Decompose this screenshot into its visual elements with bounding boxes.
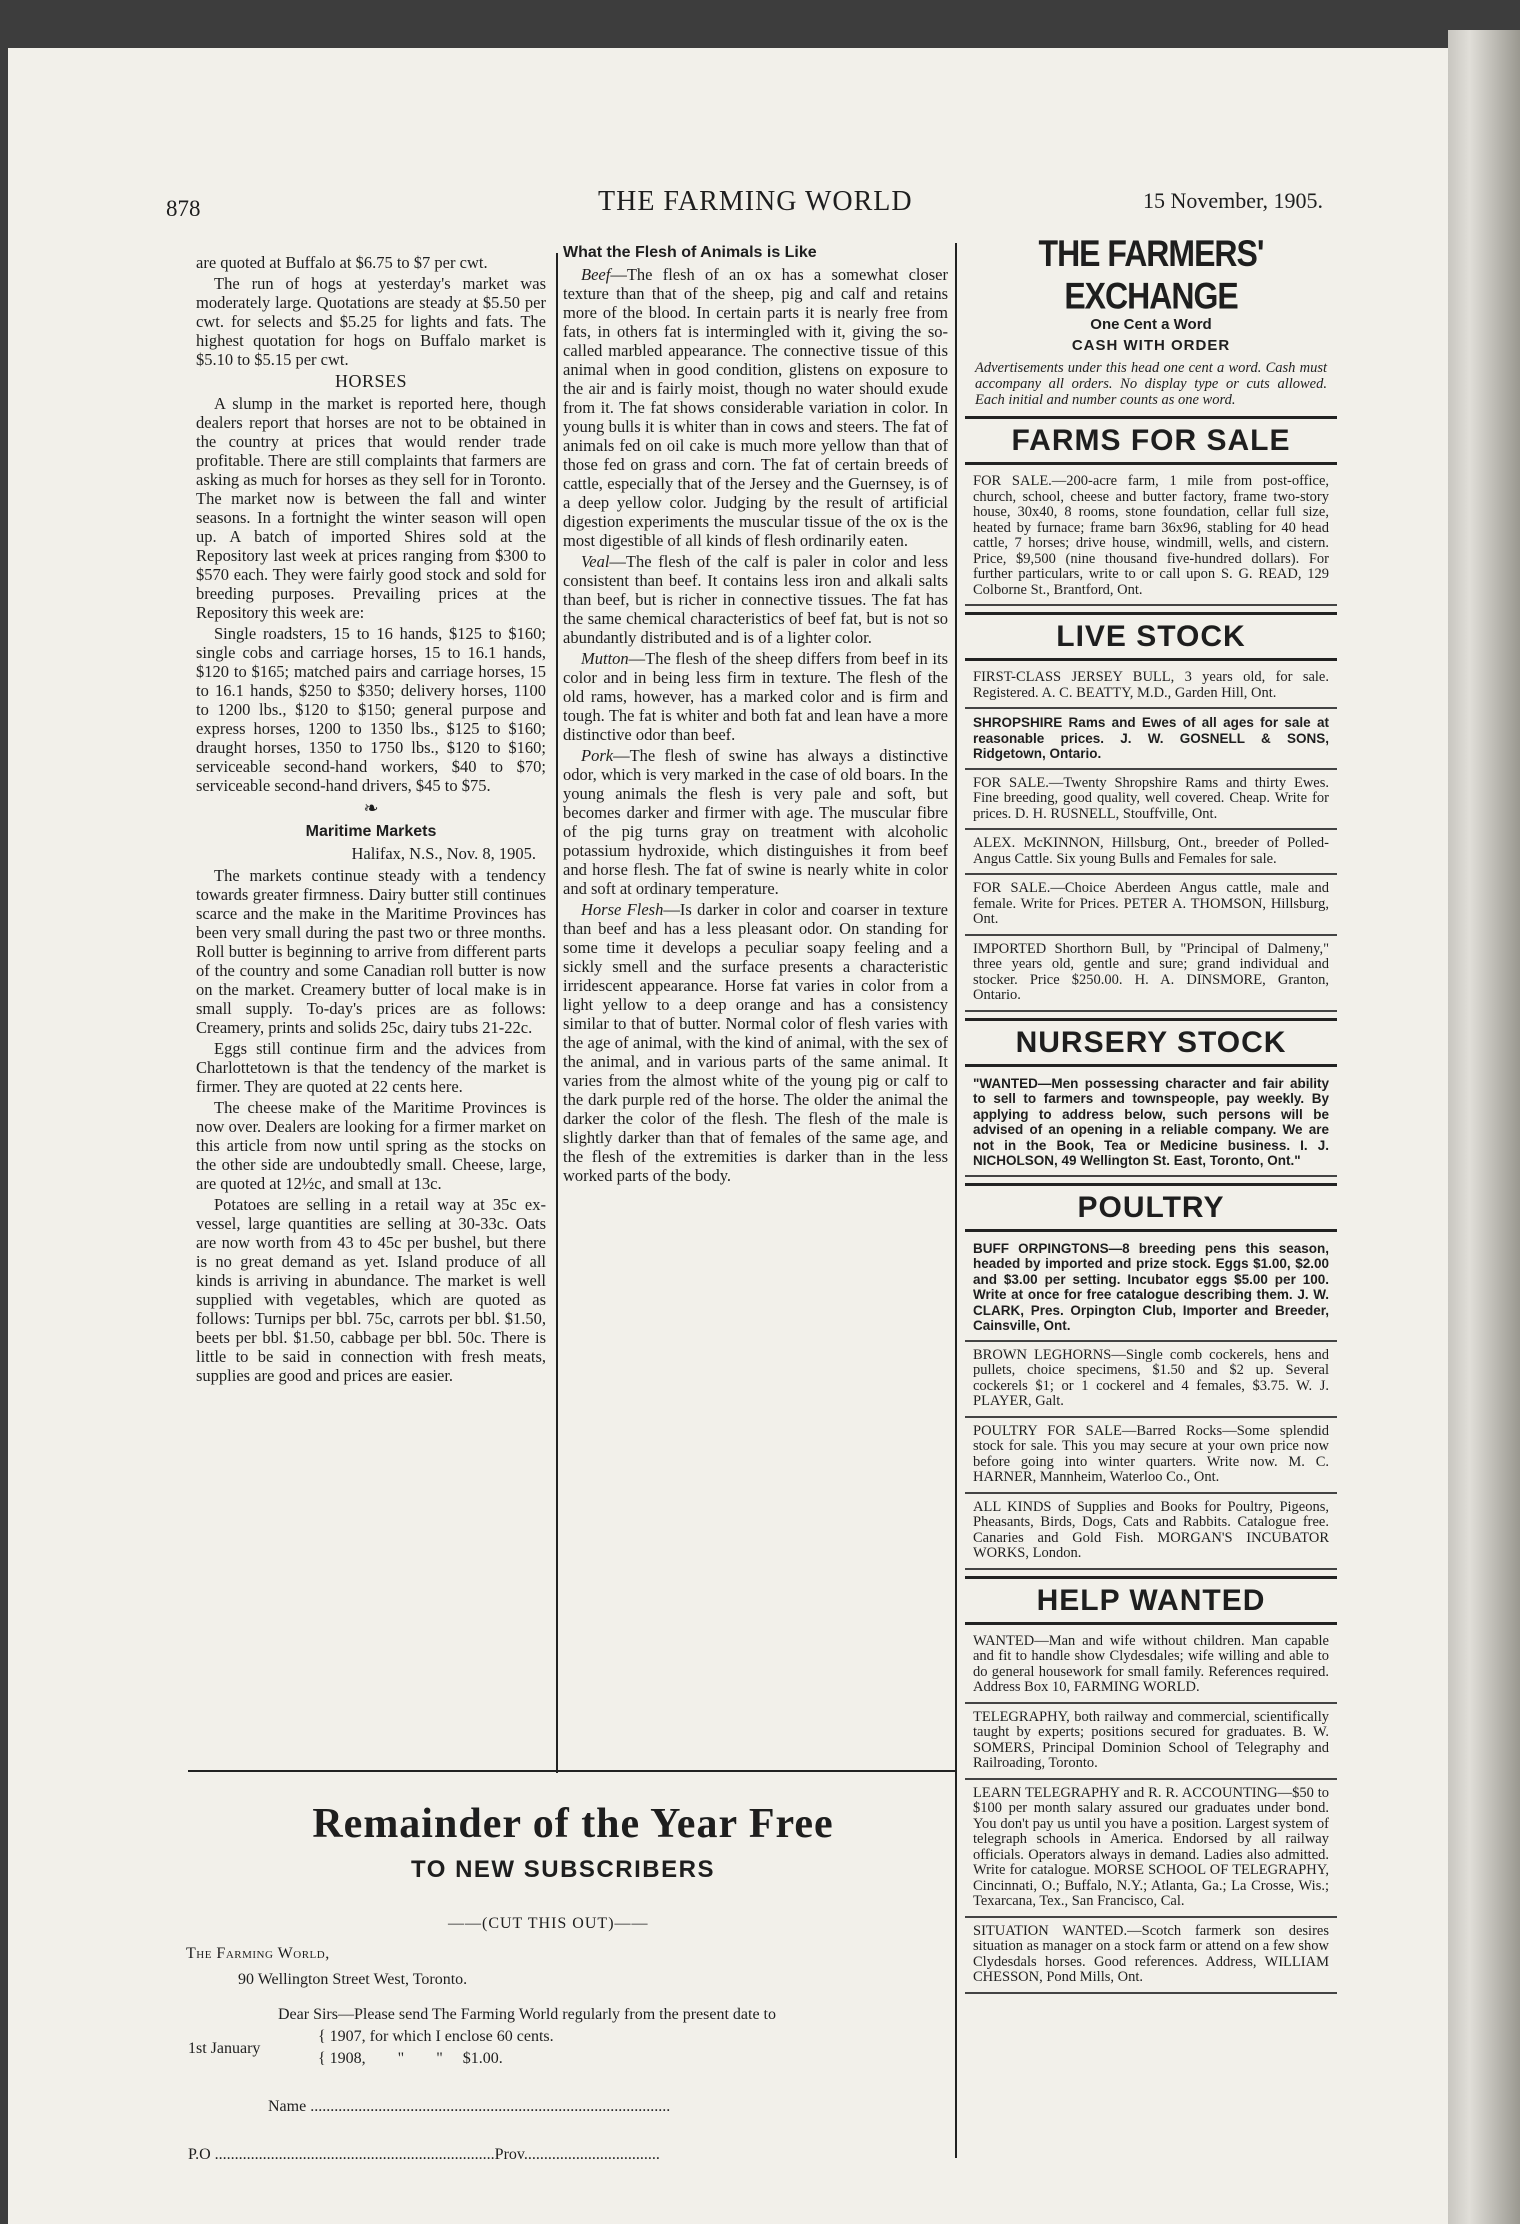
name-field-line[interactable]: Name .......................................................................................... bbox=[268, 2098, 671, 2115]
post-office-field-line[interactable]: P.O ......................................................................Prov.................................. bbox=[188, 2146, 660, 2163]
help-ad: TELEGRAPHY, both railway and commercial, scientifically taught by experts; positions secured for graduates. B. W. SOMERS, Principal Dominion School of Telegraphy and Railroading, Toronto. bbox=[965, 1707, 1337, 1780]
pork-paragraph bbox=[563, 746, 948, 898]
livestock-ad: IMPORTED Shorthorn Bull, by "Principal of Dalmeny," three years old, gentle and sure; grand individual and stocker. Price $250.00. H. A. DINSMORE, Granton, Ontario. bbox=[965, 939, 1337, 1012]
cheese-paragraph: The cheese make of the Maritime Provinces is now over. Dealers are looking for a firmer market on this article from now until spring as the stocks on the other side are undoubtedly small. Cheese, large, are quoted at 12½c, and small at 13c. bbox=[196, 1098, 546, 1193]
subscription-coupon bbox=[168, 1800, 958, 2180]
butter-paragraph: The markets continue steady with a tendency towards greater firmness. Dairy butter still continues scarce and the make in the Maritime Provinces has been very small during the past two or three months. Roll butter is beginning to arrive from different parts of the country and some Canadian roll butter is now on the market. Creamery butter of local make is in small supply. To-day's prices are as follows: Creamery, prints and solids 25c, dairy tubs 21-22c. bbox=[196, 866, 546, 1037]
farms-for-sale-heading: FARMS FOR SALE bbox=[965, 416, 1337, 465]
maritime-heading: Maritime Markets bbox=[305, 823, 437, 840]
coupon-body: Dear Sirs—Please send The Farming World regularly from the present date to bbox=[278, 2006, 776, 2023]
pork-text: —The flesh of swine has always a distinctive odor, which is very marked in the case of old boars. In the young animals the flesh is very pale and soft, but becomes darker and firmer with age. The muscular fibre of the pig turns gray on treatment with alcoholic potassium hydroxide, which distinguishes it from beef and horse flesh. The fat of swine is nearly white in color and soft at ordinary temperature. bbox=[563, 746, 948, 898]
option-1908: { 1908, " " $1.00. bbox=[318, 2050, 503, 2067]
nursery-stock-heading: NURSERY STOCK bbox=[965, 1018, 1337, 1067]
poultry-ad: BUFF ORPINGTONS—8 breeding pens this season, headed by imported and prize stock. Eggs $1.00, $2.00 and $3.00 per setting. Incubator eggs $5.00 per 100. Write at once for free catalogue describing them. J. W. CLARK, Pres. Orpington Club, Importer and Breeder, Cainsville, Ont. bbox=[965, 1238, 1337, 1342]
horse-flesh-paragraph bbox=[563, 900, 948, 1185]
farm-ad: FOR SALE.—200-acre farm, 1 mile from post-office, church, school, cheese and butter factory, frame two-story house, 30x40, 8 rooms, stone foundation, cellar full size, heated by furnace; frame barn 36x96, stabling for 40 head cattle, 7 horses; drive house, windmill, wells, and cistern. Price, $9,500 (nine thousand five-hundred dollars). For further particulars, write to or call upon S. G. READ, 129 Colborne St., Brantford, Ont. bbox=[965, 471, 1337, 606]
beef-label: Beef bbox=[581, 265, 611, 284]
pork-label: Pork bbox=[581, 746, 614, 765]
option-1907: { 1907, for which I enclose 60 cents. bbox=[318, 2028, 554, 2045]
promo-top-rule bbox=[188, 1770, 956, 1772]
help-wanted-heading: HELP WANTED bbox=[965, 1576, 1337, 1625]
mutton-text: —The flesh of the sheep differs from beef in its color and in being less firm in texture. The flesh of the old rams, however, has a marked color and is firm and tough. The fat is whiter and both fat and lean have a more distinctive odor than beef. bbox=[563, 649, 948, 744]
help-ad: WANTED—Man and wife without children. Man capable and fit to handle show Clydesdales; wife willing and able to do general housework for small family. References required. Address Box 10, FARMING WORLD. bbox=[965, 1631, 1337, 1704]
hogs-paragraph: The run of hogs at yesterday's market was moderately large. Quotations are steady at $5.50 per cwt. for selects and $5.25 for lights and fats. The highest quotation for hogs on Buffalo market is $5.10 to $5.15 per cwt. bbox=[196, 274, 546, 369]
mutton-label: Mutton bbox=[581, 649, 629, 668]
beef-text: —The flesh of an ox has a somewhat closer texture than that of the sheep, pig and calf and retains more of the blood. In certain parts it is nearly free from fats, in others fat is intermingled with it, giving the so-called marbled appearance. The connective tissue of this animal when in good condition, glistens on exposure to the air and is fairly moist, though no water should exude from it. The fat shows considerable variation in color. In young bulls it is whiter than in cows and steers. The fat of animals fed on oil cake is much more yellow than that of those fed on grass and corn. The fat of certain breeds of cattle, especially that of the Jersey and the Guernsey, is of a deep yellow color. Judging by the result of artificial digestion experiments the muscular tissue of the ox is the most digestible of all kinds of flesh ordinarily eaten. bbox=[563, 265, 948, 550]
horse-flesh-label: Horse Flesh bbox=[581, 900, 664, 919]
beef-paragraph bbox=[563, 265, 948, 550]
fleuron-ornament: ❧ bbox=[363, 798, 379, 818]
nursery-ad: "WANTED—Men possessing character and fair ability to sell to farmers and townspeople, pay weekly. By applying to address below, such persons will be advised of an opening in a reliable company. We are not in the Book, Tea or Medicine business. I. J. NICHOLSON, 49 Wellington St. East, Toronto, Ont." bbox=[965, 1073, 1337, 1177]
exchange-terms: CASH WITH ORDER bbox=[1071, 337, 1231, 354]
horses-heading: HORSES bbox=[334, 371, 408, 391]
poultry-ad: POULTRY FOR SALE—Barred Rocks—Some splendid stock for sale. This you may secure at your own price now before going into winter quarters. Write now. M. C. HARNER, Mannheim, Waterloo Co., Ont. bbox=[965, 1421, 1337, 1494]
veal-text: —The flesh of the calf is paler in color and less consistent than beef. It contains less iron and alkali salts than beef, but is richer in connective tissues. The fat has the same chemical characteristics of beef fat, but is not so abundantly distributed and is of a lighter color. bbox=[563, 552, 948, 647]
horse-flesh-text: —Is darker in color and coarser in texture than beef and has a less pleasant odor. On standing for some time it develops a peculiar soapy feeling and a sickly smell and the surface presents a characteristic irridescent appearance. Horse fat varies in color from a light yellow to a deep orange and has a consistency similar to that of butter. Normal color of flesh varies with the age of animal, with the kind of animal, with the sex of the animal, and in various parts of the same animal. It varies from the almost white of the young pig or calf to the dark purple red of the horse. The older the animal the darker the color of the flesh. The flesh of the male is slightly darker than that of females of the same age, and the flesh of the extremities is darker than in the less worked parts of the body. bbox=[563, 900, 948, 1185]
livestock-ad: FOR SALE.—Choice Aberdeen Angus cattle, male and female. Write for Prices. PETER A. THOMSON, Hillsburg, Ont. bbox=[965, 878, 1337, 936]
livestock-ad: ALEX. McKINNON, Hillsburg, Ont., breeder of Polled-Angus Cattle. Six young Bulls and Females for sale. bbox=[965, 833, 1337, 875]
journal-title: THE FARMING WORLD bbox=[598, 186, 913, 217]
poultry-heading: POULTRY bbox=[965, 1183, 1337, 1232]
veal-label: Veal bbox=[581, 552, 610, 571]
markets-column bbox=[196, 253, 546, 1765]
cattle-paragraph: are quoted at Buffalo at $6.75 to $7 per cwt. bbox=[196, 253, 488, 272]
coupon-address: 90 Wellington Street West, Toronto. bbox=[238, 1971, 468, 1988]
newspaper-page bbox=[8, 48, 1448, 2224]
horse-prices-paragraph: Single roadsters, 15 to 16 hands, $125 to $160; single cobs and carriage horses, 15 to 16.1 hands, $120 to $165; matched pairs and carriage horses, 15 to 16.1 hands, $250 to $350; delivery horses, 1100 to 1200 lbs., $120 to $150; general purpose and express horses, 1200 to 1350 lbs., $125 to $160; draught horses, 1350 to 1750 lbs., $120 to $160; serviceable second-hand workers, $40 to $70; serviceable second-hand drivers, $45 to $75. bbox=[196, 624, 546, 795]
page-edge-shadow bbox=[1448, 30, 1520, 2224]
maritime-dateline: Halifax, N.S., Nov. 8, 1905. bbox=[351, 844, 536, 863]
help-ad: LEARN TELEGRAPHY and R. R. ACCOUNTING—$50 to $100 per month salary assured our graduates under bond. You don't pay us until you have a position. Largest system of telegraph schools in America. Endorsed by all railway officials. Operators always in demand. Ladies also admitted. Write for catalogue. MORSE SCHOOL OF TELEGRAPHY, Cincinnati, O.; Buffalo, N.Y.; Atlanta, Ga.; La Crosse, Wis.; Texarcana, Tex., San Francisco, Cal. bbox=[965, 1783, 1337, 1918]
livestock-ad: SHROPSHIRE Rams and Ewes of all ages for sale at reasonable prices. J. W. GOSNELL & SONS, Ridgetown, Ontario. bbox=[965, 712, 1337, 770]
exchange-notice: Advertisements under this head one cent a word. Cash must accompany all orders. No display type or cuts allowed. Each initial and number counts as one word. bbox=[975, 360, 1327, 408]
horses-paragraph: A slump in the market is reported here, though dealers report that horses are not to be obtained in the country at prices that would render trade profitable. There are still complaints that farmers are asking as much for horses as they sell for in Toronto. The market now is between the fall and winter seasons. In a fortnight the winter season will open up. A batch of imported Shires sold at the Repository last week at prices ranging from $300 to $570 each. They were fairly good stock and sold for breeding purposes. Prevailing prices at the Repository this week are: bbox=[196, 394, 546, 622]
cut-out-line: ——(CUT THIS OUT)—— bbox=[448, 1915, 649, 1932]
veal-paragraph bbox=[563, 552, 948, 647]
flesh-article-column bbox=[563, 243, 948, 1768]
promo-title: Remainder of the Year Free bbox=[312, 1801, 834, 1847]
livestock-ad: FIRST-CLASS JERSEY BULL, 3 years old, for sale. Registered. A. C. BEATTY, M.D., Garden Hill, Ont. bbox=[965, 667, 1337, 709]
farmers-exchange-column bbox=[965, 236, 1337, 2156]
page-number: 878 bbox=[166, 196, 201, 221]
eggs-paragraph: Eggs still continue firm and the advices from Charlottetown is that the tendency of the market is firmer. They are quoted at 22 cents here. bbox=[196, 1039, 546, 1096]
mutton-paragraph bbox=[563, 649, 948, 744]
article-heading: What the Flesh of Animals is Like bbox=[563, 244, 817, 261]
promo-subtitle: TO NEW SUBSCRIBERS bbox=[411, 1856, 715, 1883]
exchange-rate: One Cent a Word bbox=[1090, 316, 1212, 333]
live-stock-heading: LIVE STOCK bbox=[965, 612, 1337, 661]
january-label: 1st January bbox=[188, 2040, 261, 2057]
help-ad: SITUATION WANTED.—Scotch farmerk son desires situation as manager on a stock farm or attend on a few show Clydesdals horses. Good references. Address, WILLIAM CHESSON, Pond Mills, Ont. bbox=[965, 1921, 1337, 1994]
poultry-ad: ALL KINDS of Supplies and Books for Poultry, Pigeons, Pheasants, Birds, Dogs, Cats and Rabbits. Catalogue free. Canaries and Gold Fish. MORGAN'S INCUBATOR WORKS, London. bbox=[965, 1497, 1337, 1570]
issue-date: 15 November, 1905. bbox=[1143, 188, 1323, 213]
exchange-masthead: THE FARMERS' EXCHANGE bbox=[1038, 236, 1264, 317]
potatoes-paragraph: Potatoes are selling in a retail way at 35c ex-vessel, large quantities are selling at 30-33c. Oats are now worth from 43 to 45c per bushel, but there is no great demand as yet. Island produce of all kinds is arriving in abundance. The market is well supplied with vegetables, which are quoted as follows: Turnips per bbl. 75c, carrots per bbl. $1.50, beets per bbl. $1.50, cabbage per bbl. 50c. There is little to be said in connection with fresh meats, supplies are good and prices are easier. bbox=[196, 1195, 546, 1385]
column-rule-1 bbox=[556, 253, 558, 1773]
livestock-ad: FOR SALE.—Twenty Shropshire Rams and thirty Ewes. Fine breeding, good quality, well covered. Cheap. Write for prices. D. H. RUSNELL, Stouffville, Ont. bbox=[965, 773, 1337, 831]
poultry-ad: BROWN LEGHORNS—Single comb cockerels, hens and pullets, choice specimens, $1.50 and $2 up. Several cockerels $1; or 1 cockerel and 4 females, $3.75. W. J. PLAYER, Galt. bbox=[965, 1345, 1337, 1418]
coupon-addressee: The Farming World, bbox=[186, 1945, 330, 1962]
